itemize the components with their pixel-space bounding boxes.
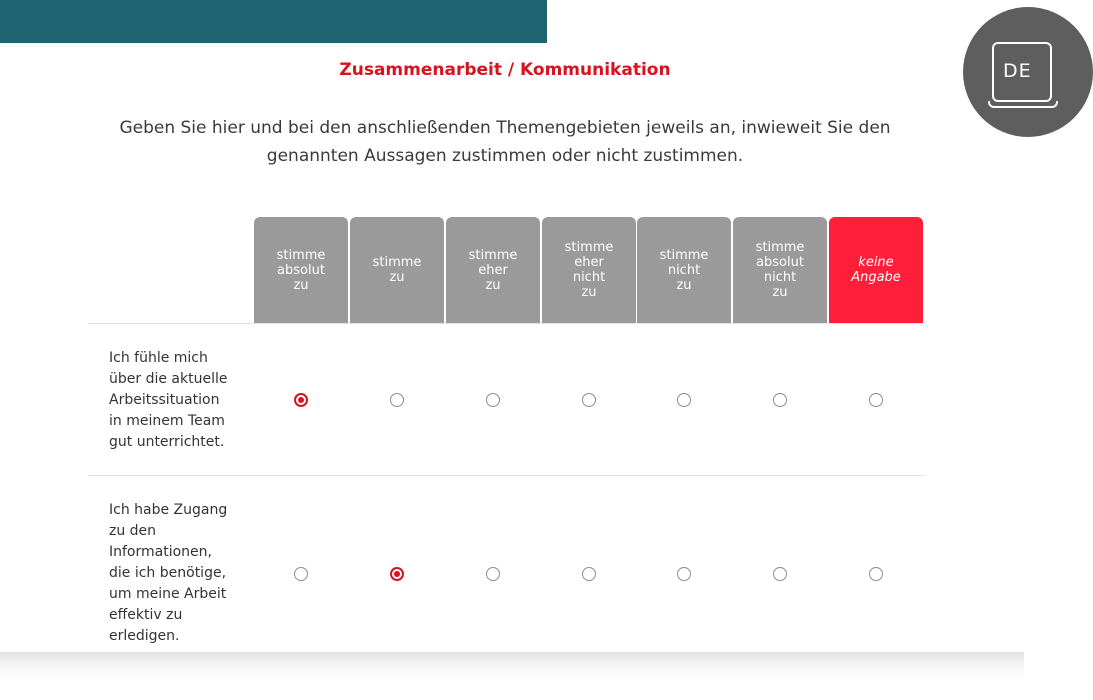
- radio-q1-agree[interactable]: [390, 393, 404, 407]
- question-line: die ich benötige,: [109, 565, 227, 581]
- question-line: in meinem Team: [109, 413, 225, 429]
- radio-q2-rather-disagree[interactable]: [582, 567, 596, 581]
- radio-q2-strongly-agree[interactable]: [294, 567, 308, 581]
- header-line: stimme: [372, 255, 422, 270]
- header-line: stimme: [564, 240, 614, 255]
- question-line: effektiv zu: [109, 607, 183, 623]
- header-line: stimme: [755, 240, 805, 255]
- radio-q1-rather-agree[interactable]: [486, 393, 500, 407]
- question-line: zu den: [109, 523, 157, 539]
- column-header-no-answer: [829, 217, 923, 323]
- radio-q1-strongly-agree[interactable]: [294, 393, 308, 407]
- radio-q1-rather-disagree[interactable]: [582, 393, 596, 407]
- radio-q2-agree[interactable]: [390, 567, 404, 581]
- laptop-icon-base: [988, 101, 1058, 108]
- header-line: Angabe: [851, 270, 901, 285]
- header-line: absolut: [277, 262, 325, 278]
- question-text: [109, 500, 239, 647]
- header-line: nicht: [763, 270, 797, 285]
- column-header-strongly-agree: [254, 217, 348, 323]
- instructions-line: Geben Sie hier und bei den anschließenden Themengebieten jeweils an, inwieweit Sie den: [119, 118, 891, 138]
- question-line: gut unterrichtet.: [109, 434, 225, 450]
- radio-q2-no-answer[interactable]: [869, 567, 883, 581]
- header-line: absolut: [756, 255, 804, 270]
- question-line: über die aktuelle: [109, 371, 228, 387]
- radio-q2-rather-agree[interactable]: [486, 567, 500, 581]
- section-title: Zusammenarbeit / Kommunikation: [339, 60, 671, 80]
- header-line: eher: [574, 255, 604, 270]
- header-line: stimme: [468, 247, 518, 263]
- column-header-strongly-disagree: [733, 217, 827, 323]
- header-line: zu: [293, 277, 309, 293]
- column-header-agree: [350, 217, 444, 323]
- survey-instructions: [100, 114, 910, 170]
- header-line: zu: [772, 285, 788, 300]
- question-line: erledigen.: [109, 628, 180, 644]
- radio-q2-strongly-disagree[interactable]: [773, 567, 787, 581]
- radio-q1-strongly-disagree[interactable]: [773, 393, 787, 407]
- header-line: zu: [485, 277, 501, 293]
- radio-q1-no-answer[interactable]: [869, 393, 883, 407]
- question-line: Informationen,: [109, 544, 212, 560]
- table-divider: [88, 475, 924, 476]
- radio-q2-disagree[interactable]: [677, 567, 691, 581]
- header-line: zu: [389, 270, 405, 285]
- header-line: eher: [478, 262, 508, 278]
- question-line: Ich habe Zugang: [109, 502, 228, 518]
- column-header-rather-disagree: [542, 217, 636, 323]
- question-text: [109, 348, 239, 453]
- top-banner: [0, 0, 547, 43]
- header-line: nicht: [572, 270, 606, 285]
- instructions-line: genannten Aussagen zustimmen oder nicht zustimmen.: [266, 146, 744, 166]
- header-line: zu: [581, 285, 597, 300]
- header-line: stimme: [659, 247, 709, 263]
- column-header-rather-agree: [446, 217, 540, 323]
- language-label[interactable]: DE: [1003, 60, 1032, 82]
- header-line: nicht: [667, 262, 701, 278]
- header-line: stimme: [276, 247, 326, 263]
- question-line: um meine Arbeit: [109, 586, 227, 602]
- column-header-disagree: [637, 217, 731, 323]
- question-line: Arbeitssituation: [109, 392, 220, 408]
- table-divider: [88, 323, 924, 324]
- question-line: Ich fühle mich: [109, 350, 208, 366]
- header-line: zu: [676, 277, 692, 293]
- radio-q1-disagree[interactable]: [677, 393, 691, 407]
- footer-shadow: [0, 652, 1024, 700]
- header-line: keine: [858, 255, 894, 270]
